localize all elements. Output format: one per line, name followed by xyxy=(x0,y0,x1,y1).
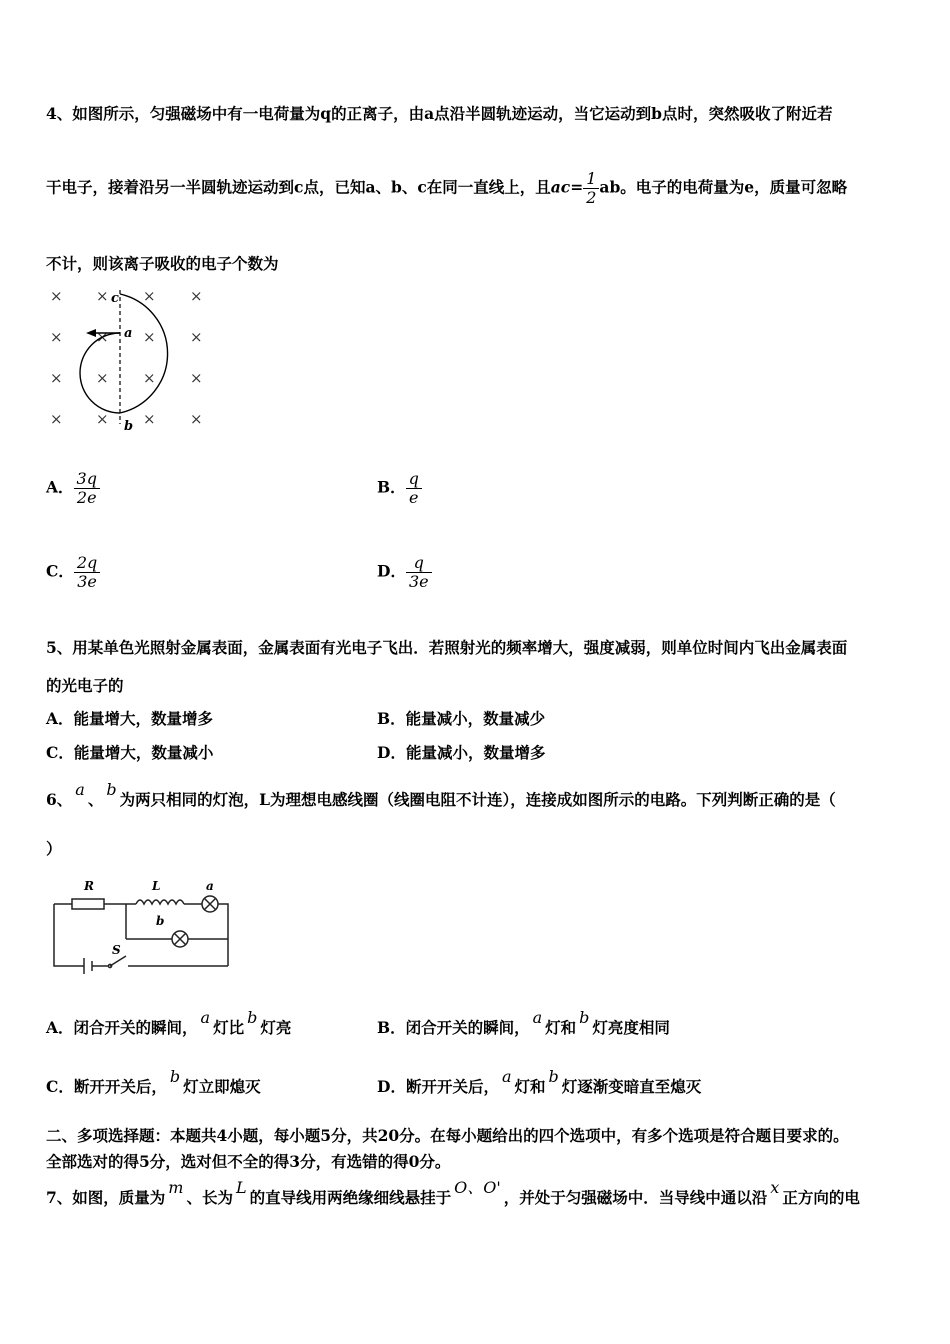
var-a: a xyxy=(501,1067,512,1086)
q6-num: 6、 xyxy=(46,790,73,809)
inductor-l xyxy=(136,900,184,904)
q5-option-a[interactable]: A．能量增大，数量增多 xyxy=(46,709,214,728)
cross-mark: × xyxy=(96,328,109,346)
label-b: b xyxy=(124,419,134,434)
q6-option-b-text2: 灯和 xyxy=(545,1018,577,1037)
q4-line2-text-b: ab。电子的电荷量为e，质量可忽略 xyxy=(599,177,848,197)
frac-num: q xyxy=(413,553,424,572)
q6-line1-rest: 为两只相同的灯泡，L为理想电感线圈（线圈电阻不计连），连接成如图所示的电路。下列判断正确的是（ xyxy=(119,790,836,809)
var-a: a xyxy=(200,1008,211,1027)
q4-option-a-frac xyxy=(74,470,100,507)
q6-option-a[interactable] xyxy=(46,1008,292,1038)
q5-option-b[interactable]: B．能量减小，数量减少 xyxy=(377,709,546,728)
q5-option-c[interactable]: C．能量增大，数量减小 xyxy=(46,743,214,762)
q6-option-a-text2: 灯比 xyxy=(213,1018,245,1037)
q6-line1 xyxy=(46,780,836,810)
q7-text3: 的直导线用两绝缘细线悬挂于 xyxy=(249,1188,452,1207)
wire-left xyxy=(54,904,84,966)
cross-mark: × xyxy=(96,287,109,305)
lamp-a-cross xyxy=(204,898,216,910)
q5-option-d[interactable]: D．能量减小，数量增多 xyxy=(377,743,546,762)
q6-option-b[interactable] xyxy=(377,1008,670,1038)
cross-mark: × xyxy=(96,410,109,428)
q6-option-d-text2: 灯和 xyxy=(514,1077,546,1096)
q6-option-b-text3: 灯亮度相同 xyxy=(592,1018,670,1037)
q7-line1 xyxy=(46,1178,860,1208)
q4-frac-den: 2 xyxy=(583,188,599,207)
q4-option-c-frac xyxy=(74,554,100,591)
var-b: b xyxy=(579,1008,590,1027)
label-c: c xyxy=(111,291,119,306)
cross-mark: × xyxy=(190,328,203,346)
q4-option-c[interactable] xyxy=(46,554,100,591)
frac-num: 3q xyxy=(76,469,97,488)
q4-option-d-frac xyxy=(406,554,432,591)
q4-line1: 4、如图所示，匀强磁场中有一电荷量为q的正离子，由a点沿半圆轨迹运动，当它运动到b点时，突然吸收了附近若 xyxy=(46,104,833,123)
q7-text5: 正方向的电 xyxy=(782,1188,860,1207)
label-s: S xyxy=(112,943,121,957)
cross-mark: × xyxy=(143,287,156,305)
q4-magnetic-field-figure xyxy=(40,282,220,442)
q6-option-d-text1: D．断开开关后， xyxy=(377,1077,499,1096)
q4-fraction xyxy=(583,170,599,207)
cross-mark: × xyxy=(50,287,63,305)
section2-line1: 二、多项选择题：本题共4小题，每小题5分，共20分。在每小题给出的四个选项中，有多个选项是符合题目要求的。 xyxy=(46,1126,849,1145)
q6-sep: 、 xyxy=(87,790,104,809)
cross-mark: × xyxy=(50,369,63,387)
q4-option-b-label: B． xyxy=(377,477,406,497)
q4-option-a-label: A． xyxy=(46,477,74,497)
q6-option-a-text1: A．闭合开关的瞬间， xyxy=(46,1018,198,1037)
cross-mark: × xyxy=(50,410,63,428)
q6-var-a: a xyxy=(75,780,85,799)
q7-var-x: x xyxy=(770,1178,780,1197)
q4-option-b[interactable] xyxy=(377,470,422,507)
field-crosses xyxy=(50,287,203,428)
label-r: R xyxy=(84,879,94,893)
var-a: a xyxy=(532,1008,543,1027)
lamp-b-cross xyxy=(174,933,186,945)
q7-text2: 、长为 xyxy=(186,1188,233,1207)
q6-option-c[interactable] xyxy=(46,1067,261,1097)
q6-line2: ） xyxy=(46,839,62,858)
cross-mark: × xyxy=(190,369,203,387)
q7-var-m: m xyxy=(168,1178,184,1197)
label-a: a xyxy=(206,879,214,893)
frac-num: q xyxy=(408,469,419,488)
q6-option-c-text1: C．断开开关后， xyxy=(46,1077,167,1096)
cross-mark: × xyxy=(143,328,156,346)
frac-den: 2e xyxy=(74,488,100,507)
q4-option-c-label: C． xyxy=(46,561,74,581)
q6-option-d-text3: 灯逐渐变暗直至熄灭 xyxy=(561,1077,702,1096)
q4-line2 xyxy=(46,170,847,207)
section2-line2: 全部选对的得5分，选对但不全的得3分，有选错的得0分。 xyxy=(46,1152,451,1171)
cross-mark: × xyxy=(190,410,203,428)
q7-text4: ，并处于匀强磁场中．当导线中通以沿 xyxy=(503,1188,768,1207)
q7-text1: 7、如图，质量为 xyxy=(46,1188,166,1207)
q7-var-l: L xyxy=(235,1178,247,1197)
var-b: b xyxy=(247,1008,258,1027)
label-a: a xyxy=(124,326,133,341)
cross-mark: × xyxy=(190,287,203,305)
q7-var-o: O、O' xyxy=(454,1178,501,1197)
cross-mark: × xyxy=(50,328,63,346)
q4-option-a[interactable] xyxy=(46,470,100,507)
q6-circuit-diagram xyxy=(46,874,236,974)
frac-den: e xyxy=(406,488,422,507)
label-l: L xyxy=(152,879,161,893)
frac-den: 3e xyxy=(74,572,100,591)
cross-mark: × xyxy=(143,410,156,428)
q4-frac-num: 1 xyxy=(586,169,597,188)
cross-mark: × xyxy=(143,369,156,387)
wire-right xyxy=(218,904,228,966)
large-semicircle-path xyxy=(120,294,168,413)
q4-option-d-label: D． xyxy=(377,561,406,581)
q5-line2: 的光电子的 xyxy=(46,676,124,695)
q6-option-a-text3: 灯亮 xyxy=(260,1018,292,1037)
resistor-r xyxy=(72,899,104,909)
frac-den: 3e xyxy=(406,572,432,591)
var-b: b xyxy=(548,1067,559,1086)
switch-s xyxy=(110,956,126,966)
frac-num: 2q xyxy=(76,553,98,572)
q4-eq: ac= xyxy=(550,177,584,197)
q6-option-d[interactable] xyxy=(377,1067,702,1097)
label-b: b xyxy=(156,914,165,928)
q6-option-c-text3: 灯立即熄灭 xyxy=(183,1077,261,1096)
q6-option-b-text1: B．闭合开关的瞬间， xyxy=(377,1018,530,1037)
q4-option-d[interactable] xyxy=(377,554,432,591)
q5-line1: 5、用某单色光照射金属表面，金属表面有光电子飞出．若照射光的频率增大，强度减弱，则单位时间内飞出金属表面 xyxy=(46,638,848,657)
arrow-head-icon xyxy=(86,329,96,337)
q4-line3: 不计，则该离子吸收的电子个数为 xyxy=(46,254,279,273)
var-b: b xyxy=(169,1067,181,1086)
q4-option-b-frac xyxy=(406,470,422,507)
cross-mark: × xyxy=(96,369,109,387)
q4-line2-text-a: 干电子，接着沿另一半圆轨迹运动到c点，已知a、b、c在同一直线上，且 xyxy=(46,177,551,197)
q6-var-b: b xyxy=(106,780,117,799)
